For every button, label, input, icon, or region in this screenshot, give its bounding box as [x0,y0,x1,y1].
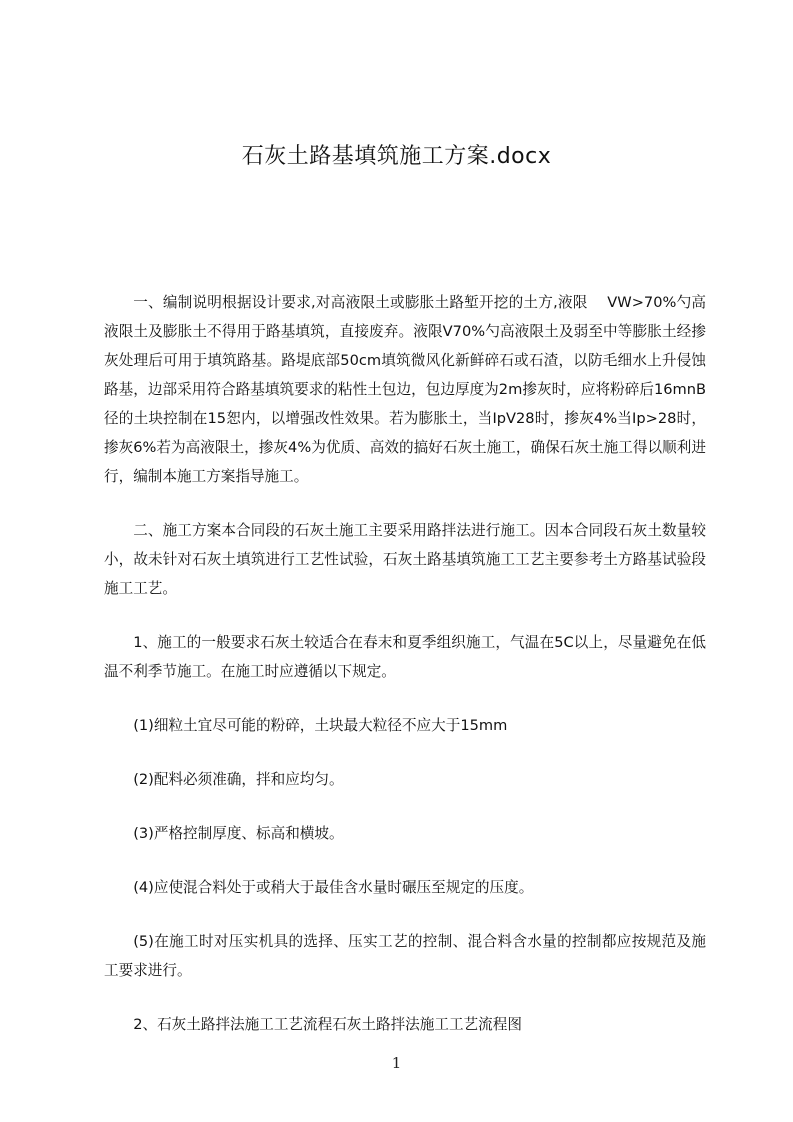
list-item-rule-5: (5)在施工时对压实机具的选择、压实工艺的控制、混合料含水量的控制都应按规范及施工要求进行。 [104,933,706,979]
document-title: 石灰土路基填筑施工方案.docx [241,144,552,169]
list-item-rule-2: (2)配料必须准确，拌和应均匀。 [133,771,344,788]
list-item-rule-1: (1)细粒土宜尽可能的粉碎，土块最大粒径不应大于15mm [133,717,508,734]
paragraph-preparation-notes: 一、编制说明根据设计要求,对高液限土或膨胀土路堑开挖的土方,液限 VW>70%勺高液限土及膨胀土不得用于路基填筑，直接废弃。液限V70%勺高液限土及弱至中等膨胀土经掺灰处理后可用于填筑路基。路堤底部50cm填筑微风化新鲜碎石或石渣，以防毛细水上升侵蚀路基，边部采用符合路基填筑要求的粘性土包边，包边厚度为2m掺灰时，应将粉碎后16mnB径的土块控制在15恕内，以增强改性效果。若为膨胀土，当IpV28时，掺灰4%当Ip>28时，掺灰6%若为高液限土，掺灰4%为优质、高效的搞好石灰土施工，确保石灰土施工得以顺利进行，编制本施工方案指导施工。 [104,294,706,485]
list-item-rule-4: (4)应使混合料处于或稍大于最佳含水量时碾压至规定的压度。 [133,879,534,896]
paragraph-process-flow: 2、石灰土路拌法施工工艺流程石灰土路拌法施工工艺流程图 [133,1016,522,1033]
page-number: 1 [391,1054,402,1072]
paragraph-construction-plan: 二、施工方案本合同段的石灰土施工主要采用路拌法进行施工。因本合同段石灰土数量较小，故未针对石灰土填筑进行工艺性试验，石灰土路基填筑施工工艺主要参考土方路基试验段施工工艺。 [104,522,706,597]
paragraph-general-requirements: 1、施工的一般要求石灰土较适合在春末和夏季组织施工，气温在5C以上，尽量避免在低温不利季节施工。在施工时应遵循以下规定。 [104,634,706,680]
list-item-rule-3: (3)严格控制厚度、标高和横坡。 [133,825,344,842]
document-body [104,288,706,1039]
